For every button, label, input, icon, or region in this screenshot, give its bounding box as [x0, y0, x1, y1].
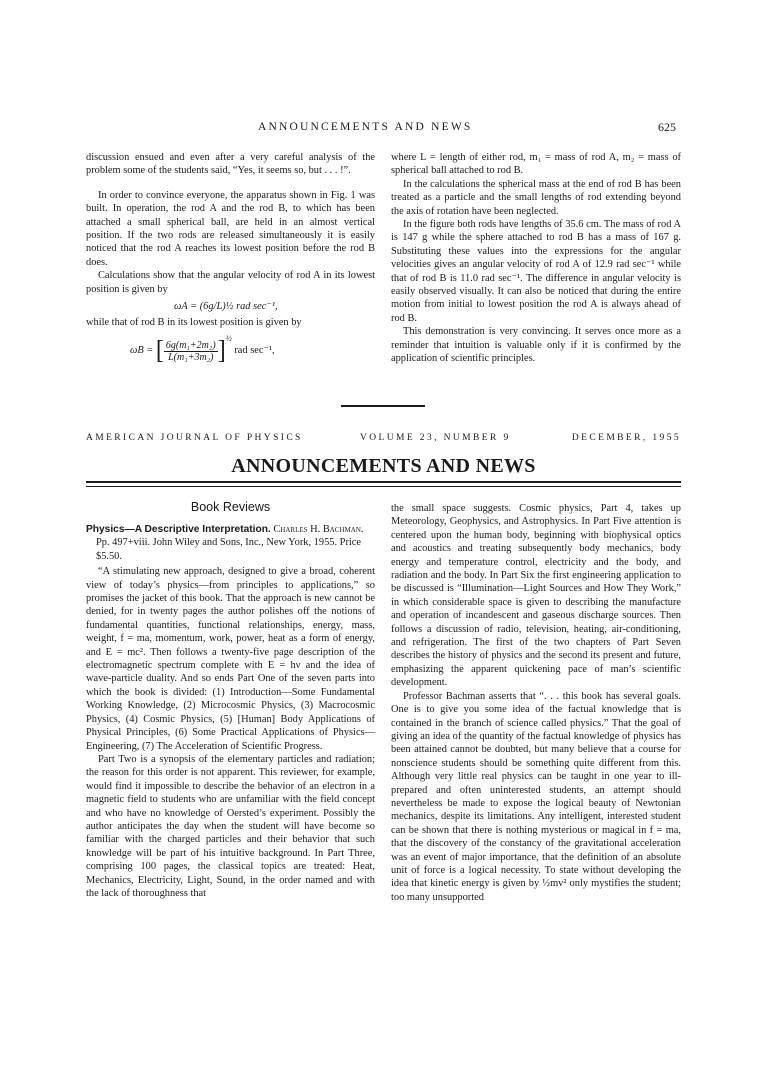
- paragraph: In order to convince everyone, the apparatus shown in Fig. 1 was built. In operation, the rod A and the rod B, to which has been attached a small spherical ball, are held in an almost vertical position. If the two rods are released simultaneously it is easily noticed that the rod A reaches its lowest position before the rod B does.: [86, 189, 375, 268]
- journal-line: [86, 433, 681, 447]
- paragraph: the small space suggests. Cosmic physics, Part 4, takes up Meteorology, Geophysics, and Astrophysics. In Part Five attention is centered upon the human body, beginning with biophysical optics and acoustics and treating subsequently body mechanics, body energy and temperature control, electricity and the body, and radiation and the body. In Part Six the first engineering application to be discussed is “Illumination—Light Sources and How They Work,” in which considerable space is given to describing the manufacture and operation of incandescent and gaseous discharge sources. Then follows a discussion of radio, television, heating, air-conditioning, and refrigeration. The first of the two chapters of Part Seven describes the history of physics and the second its present and future, emphasizing the apparent quickening pace of man’s scientific development.: [391, 503, 681, 689]
- exponent: ½: [225, 334, 232, 344]
- book-author: Charles H. Bachman.: [273, 524, 364, 535]
- paragraph: Part Two is a synopsis of the elementary particles and radiation; the reason for this order is not apparent. This reviewer, for example, would find it impossible to describe the behavior of an electron in a magnetic field to students who are unfamiliar with the field concept and who have no knowledge of Oersted’s experiment. Possibly the author anticipates the day when the student will have become so familiar with the charged particles and their behavior that such knowledge will be part of his intuitive background. In Part Three, comprising 100 pages, the classical topics are treated: Heat, Mechanics, Electricity, Light, Sound, in the order named and with the lack of thoroughness that: [86, 753, 375, 899]
- book-reviews-left-column: [86, 500, 375, 900]
- fraction: [164, 340, 218, 363]
- fraction-denominator: L(m₁+3m₂): [168, 351, 214, 363]
- paragraph: This demonstration is very convincing. It serves once more as a reminder that intuition is valuable only if it is confirmed by the application of scientific principles.: [391, 326, 681, 365]
- fraction-numerator: 6g(m₁+2m₂): [165, 339, 216, 351]
- book-title: Physics—A Descriptive Interpretation.: [86, 524, 271, 535]
- equation-omega-a: ωA = (6g/L)½ rad sec⁻¹,: [174, 301, 278, 313]
- top-right-column: [391, 151, 681, 366]
- paragraph: In the calculations the spherical mass at the end of rod B has been treated as a particle and the small lengths of rod extending beyond the axis of rotation have been neglected.: [391, 178, 681, 217]
- paragraph: discussion ensued and even after a very careful analysis of the problem some of the students said, “Yes, it seems so, but . . . !”.: [86, 152, 375, 177]
- title-rule-thin: [86, 486, 681, 487]
- bracket-right: ]: [217, 336, 226, 366]
- paragraph: Professor Bachman asserts that “. . . this book has several goals. One is to give you some idea of the factual knowledge that is contained in the branch of science called physics.” That the goal of giving an idea of the quantity of the factual knowledge of physics has been attained cannot be doubted, but many believe that a course for nonscience students should be something quite different from this. Although very little real physics can be taught in one year to ill-prepared and often uninterested students, an attempt should nevertheless be made to expose the logical beauty of Newtonian mechanics, despite its limitations. Any intelligent, interested student can be shown that there is nothing mysterious or magical in f = ma, that the discovery of the constancy of the gravitational acceleration was an event of major importance, that the definition of an absolute unit of force is a logical necessity. To state without developing the idea that kinetic energy is given by ½mv² only mystifies the student; too many unsupported: [391, 690, 681, 903]
- running-header-title: ANNOUNCEMENTS AND NEWS: [258, 121, 473, 133]
- journal-volume: VOLUME 23, NUMBER 9: [360, 433, 511, 443]
- journal-date: DECEMBER, 1955: [571, 433, 681, 443]
- paragraph: Calculations show that the angular velocity of rod A in its lowest position is given by: [86, 270, 375, 295]
- bracket-left: [: [155, 336, 164, 366]
- book-details: Pp. 497+viii. John Wiley and Sons, Inc., New York, 1955. Price $5.50.: [96, 537, 362, 562]
- book-citation: [86, 523, 375, 563]
- top-left-column: [86, 151, 375, 366]
- journal-name: AMERICAN JOURNAL OF PHYSICS: [86, 433, 303, 443]
- page-number: 625: [658, 120, 676, 134]
- paragraph: “A stimulating new approach, designed to give a broad, coherent view of today’s physics—from principles to applications,” so promises the jacket of this book. That the approach is new cannot be denied, for in twenty pages the author polishes off the notions of fundamental quantities, functional relationships, energy, mass, weight, f = ma, momentum, work, power, heat as a form of energy, and E = mc². Then follows a twenty-five page description of the electromagnetic spectrum complete with E = hν and the idea of wave-particle duality. And so ends Part One of the seven parts into which the book is divided: (1) Introduction—Some Fundamental Working Knowledge, (2) Microcosmic Physics, (3) Macrocosmic Physics, (4) Cosmic Physics, (5) [Human] Body Applications of Physical Principles, (6) Some Practical Applications of Physics—Engineering, (7) The Acceleration of Scientific Progress.: [86, 566, 375, 752]
- equation-unit: rad sec⁻¹,: [234, 345, 275, 357]
- section-title: Book Reviews: [190, 500, 271, 514]
- equation-omega-b: [86, 332, 375, 366]
- paragraph: while that of rod B in its lowest position is given by: [86, 317, 302, 329]
- separator-rule: [341, 405, 425, 407]
- book-reviews-right-column: [391, 502, 681, 904]
- paragraph: where L = length of either rod, m₁ = mass of rod A, m₂ = mass of spherical ball attached to rod B.: [391, 152, 681, 177]
- title-rule-thick: [86, 481, 681, 483]
- equation-lhs: ωB =: [130, 345, 154, 357]
- paragraph: In the figure both rods have lengths of 35.6 cm. The mass of rod A is 147 g while the sphere attached to rod B has a mass of 167 g. Substituting these values into the expressions for the angular velocities gives an angular velocity of rod A of 12.9 rad sec⁻¹ while that of rod B is 11.0 rad sec⁻¹. The difference in angular velocity is easily observed visually. It can also be noticed that during the entire motion from initial to lowest position the rod A is always ahead of rod B.: [391, 219, 681, 324]
- announcements-title: ANNOUNCEMENTS AND NEWS: [231, 455, 536, 477]
